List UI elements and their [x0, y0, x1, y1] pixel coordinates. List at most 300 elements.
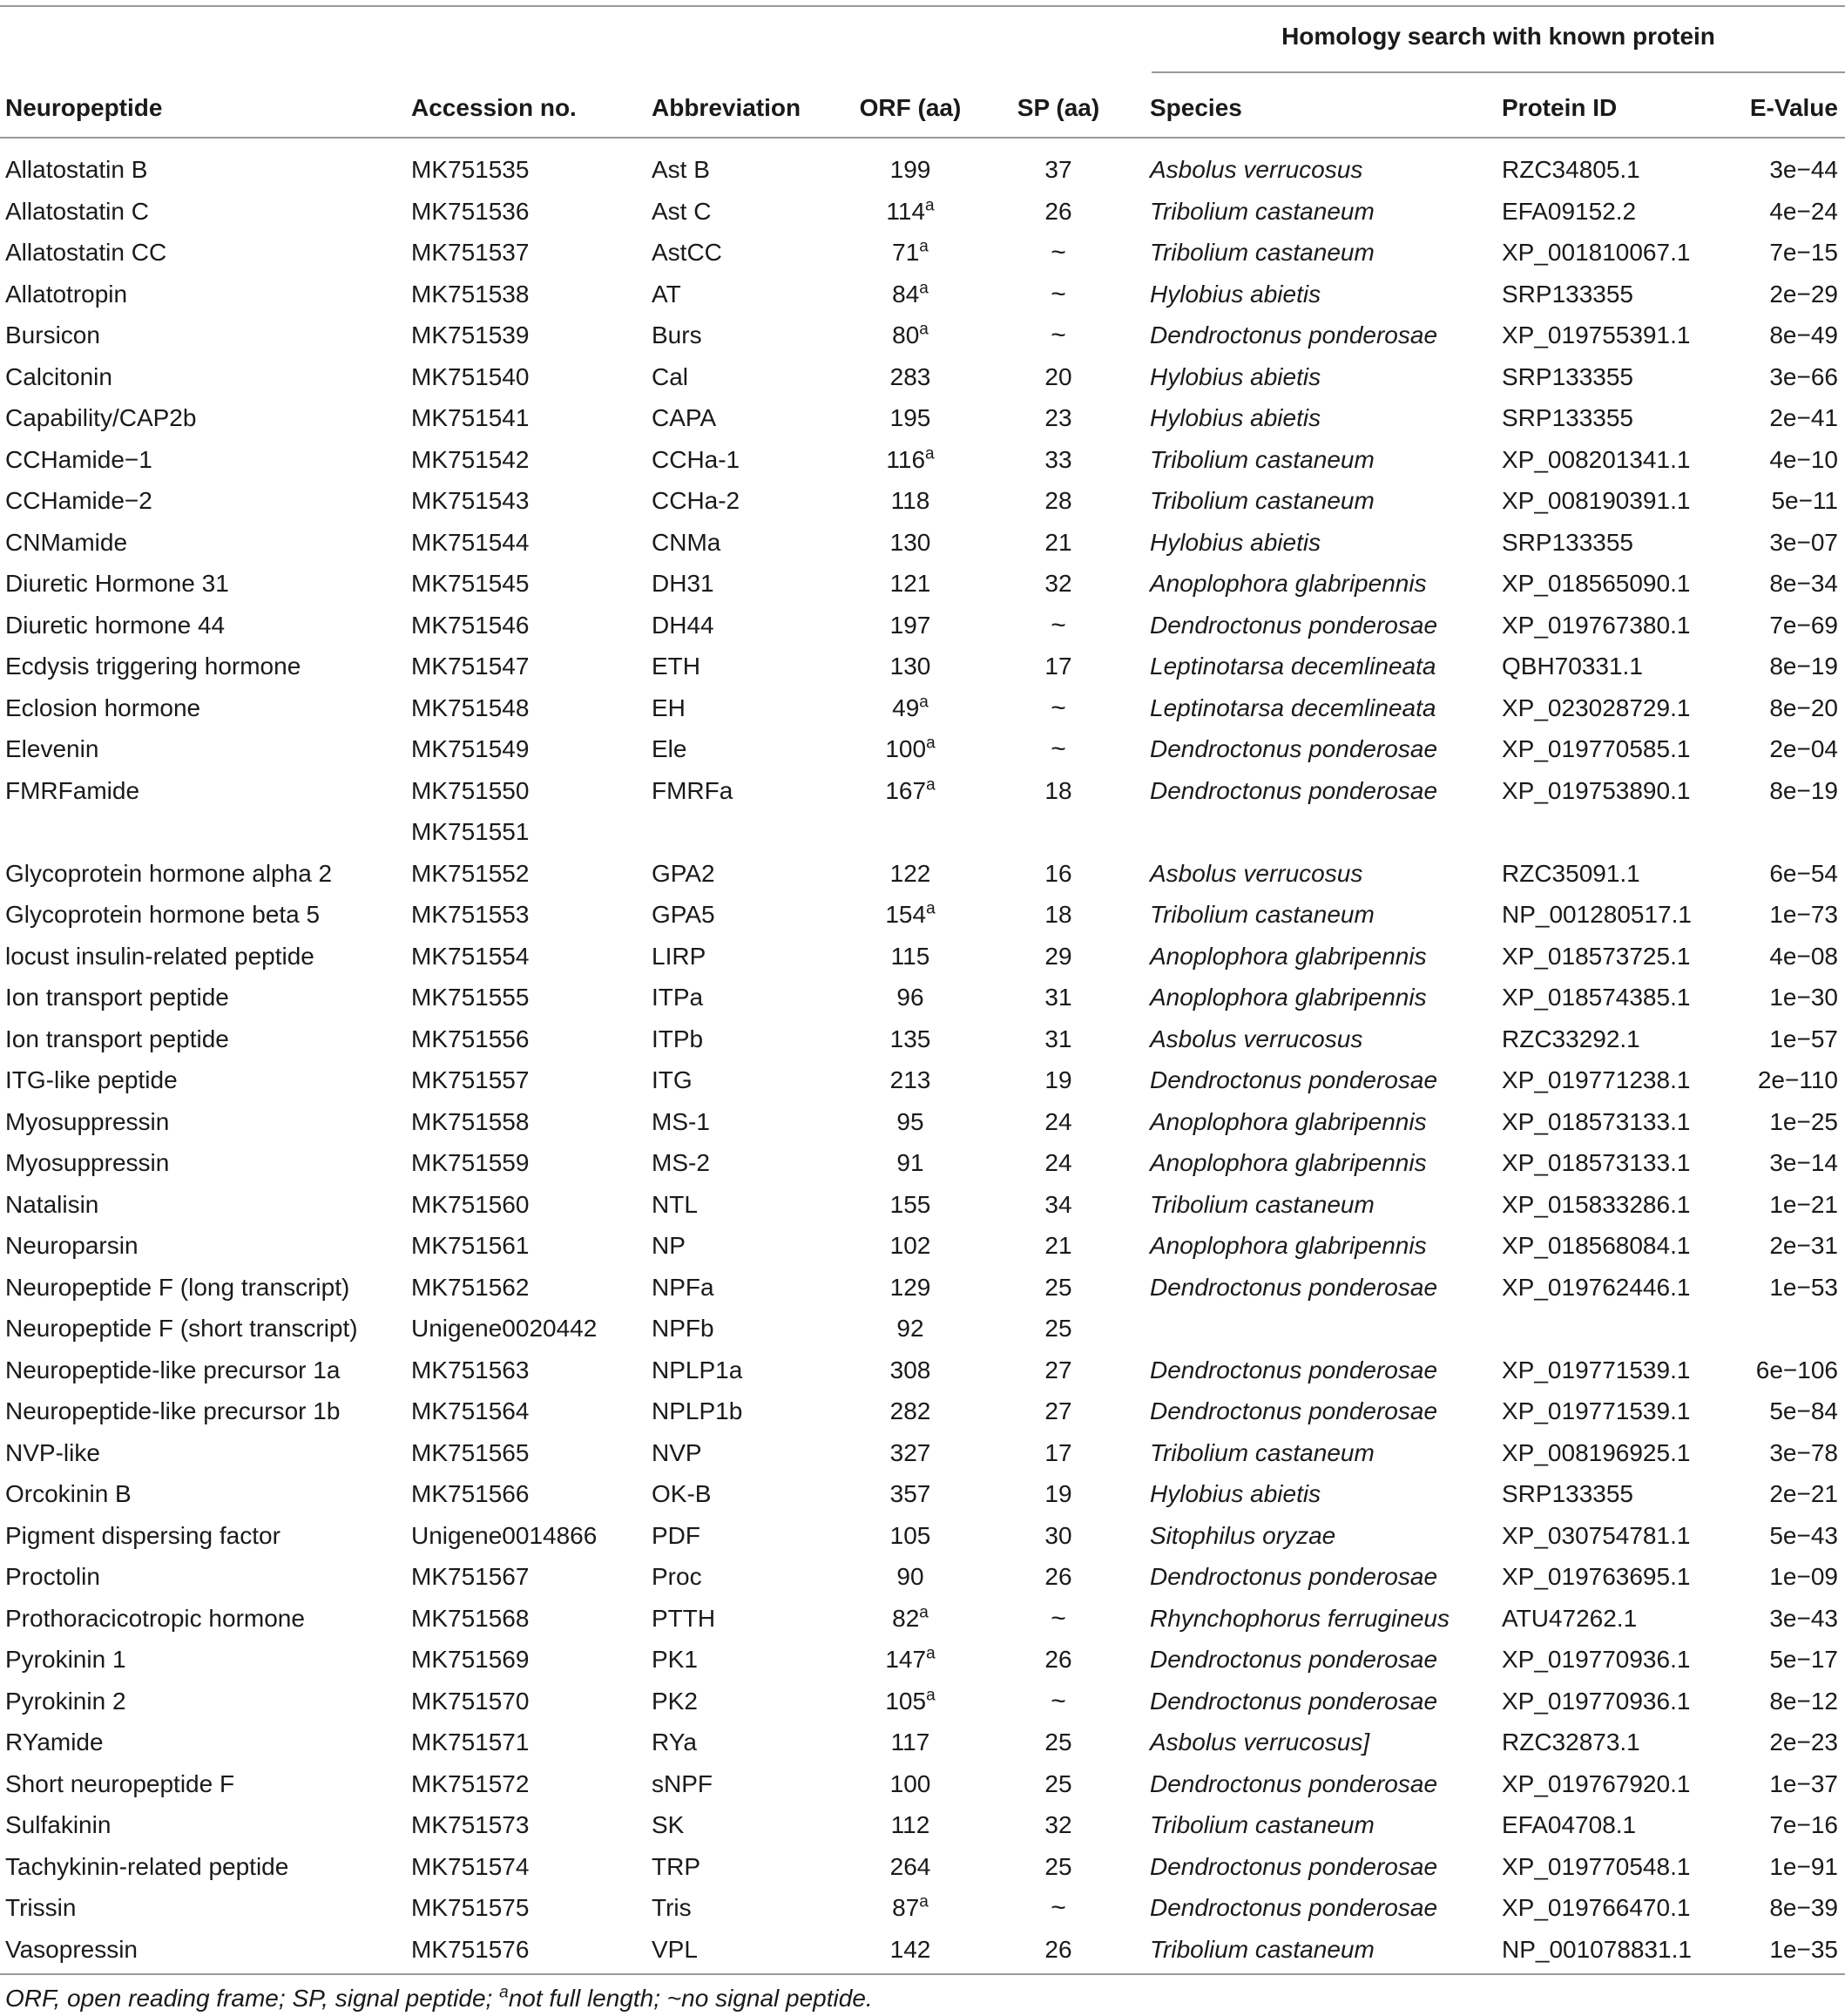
table-row	[0, 1639, 1845, 1681]
cell-accession-value: MK751546	[411, 611, 530, 639]
cell-abbreviation-value: MS-2	[652, 1149, 710, 1176]
cell-abbreviation-value: RYa	[652, 1728, 697, 1756]
cell-sp	[1002, 1598, 1115, 1640]
cell-species	[1150, 1763, 1437, 1805]
cell-accession-value: MK751564	[411, 1397, 530, 1424]
cell-sp	[1002, 605, 1115, 646]
cell-e-value	[1690, 1308, 1838, 1350]
cell-e-value-value: 1e−37	[1769, 1769, 1838, 1797]
cell-orf-value: 122	[889, 859, 931, 887]
cell-e-value-value: 1e−35	[1769, 1935, 1838, 1963]
cell-accession	[411, 1556, 529, 1598]
cell-protein-id	[1502, 1473, 1633, 1515]
cell-accession-value: MK751567	[411, 1563, 530, 1590]
cell-species-value: Dendroctonus ponderosae	[1150, 1273, 1438, 1301]
cell-e-value	[1690, 522, 1838, 564]
cell-accession	[411, 1308, 597, 1350]
table-body	[0, 149, 1845, 1970]
cell-protein-id-value: QBH70331.1	[1502, 653, 1643, 680]
cell-protein-id	[1502, 1390, 1690, 1432]
cell-protein-id-value: XP_019771539.1	[1502, 1397, 1691, 1424]
cell-accession	[411, 1722, 529, 1763]
cell-e-value-value: 8e−19	[1769, 776, 1838, 804]
table-row	[0, 687, 1845, 729]
cell-sp-value: 28	[1044, 487, 1072, 514]
cell-orf	[854, 149, 967, 191]
cell-sp	[1002, 1059, 1115, 1101]
cell-protein-id	[1502, 728, 1690, 770]
cell-accession-value: MK751572	[411, 1769, 530, 1797]
cell-protein-id-value: RZC32873.1	[1502, 1728, 1640, 1756]
cell-protein-id	[1502, 315, 1690, 356]
table-row	[0, 522, 1845, 564]
cell-accession-value: MK751535	[411, 156, 530, 183]
cell-neuropeptide	[5, 397, 196, 439]
cell-accession-value: Unigene0014866	[411, 1521, 598, 1549]
cell-e-value-value: 3e−07	[1769, 528, 1838, 556]
cell-orf	[854, 687, 967, 729]
table-row	[0, 977, 1845, 1018]
table-row	[0, 191, 1845, 233]
cell-orf-value: 90	[896, 1563, 924, 1590]
cell-abbreviation-value: Cal	[652, 362, 689, 390]
cell-abbreviation	[652, 605, 714, 646]
cell-accession-value: MK751537	[411, 239, 530, 266]
cell-sp	[1002, 480, 1115, 522]
cell-orf	[854, 1515, 967, 1557]
cell-e-value-value: 5e−43	[1769, 1521, 1838, 1549]
cell-neuropeptide-value: FMRFamide	[5, 776, 140, 804]
cell-orf-value: 327	[889, 1438, 931, 1466]
cell-species	[1150, 1929, 1375, 1971]
cell-orf	[854, 1142, 967, 1184]
cell-protein-id	[1502, 563, 1690, 605]
table-row	[0, 1184, 1845, 1226]
cell-sp	[1002, 274, 1115, 315]
cell-sp-value: ~	[1051, 610, 1066, 639]
cell-sp	[1002, 1308, 1115, 1350]
cell-neuropeptide-value: Neuropeptide F (short transcript)	[5, 1315, 358, 1342]
cell-protein-id	[1502, 1763, 1690, 1805]
cell-accession-value: MK751561	[411, 1232, 530, 1259]
table-row	[0, 1556, 1845, 1598]
cell-sp-value: 31	[1044, 1025, 1072, 1052]
cell-e-value-value: 7e−16	[1769, 1811, 1838, 1838]
cell-species-value: Dendroctonus ponderosae	[1150, 321, 1438, 348]
cell-abbreviation	[652, 646, 700, 687]
cell-protein-id	[1502, 1225, 1690, 1267]
cell-sp-value: 24	[1044, 1107, 1072, 1135]
cell-protein-id	[1502, 480, 1690, 522]
cell-species	[1150, 1804, 1375, 1846]
cell-abbreviation	[652, 397, 716, 439]
cell-e-value	[1690, 1681, 1838, 1722]
cell-abbreviation	[652, 1308, 714, 1350]
orf-superscript: a	[919, 237, 929, 256]
cell-neuropeptide-value: Allatostatin B	[5, 156, 148, 183]
cell-accession-value: MK751547	[411, 653, 530, 680]
cell-protein-id-value: XP_019763695.1	[1502, 1563, 1691, 1590]
cell-neuropeptide-value: Allatostatin C	[5, 197, 149, 225]
cell-sp-value: 26	[1044, 1563, 1072, 1590]
cell-abbreviation-value: NVP	[652, 1438, 702, 1466]
cell-orf-value: 116	[886, 445, 926, 473]
footnote-text-2: not full length; ~no signal peptide.	[508, 1985, 873, 2012]
cell-protein-id-value: XP_019767920.1	[1502, 1769, 1691, 1797]
cell-e-value	[1690, 977, 1838, 1018]
cell-sp-value: 17	[1044, 653, 1072, 680]
cell-neuropeptide-value: Myosuppressin	[5, 1149, 170, 1176]
cell-e-value	[1690, 439, 1838, 481]
cell-abbreviation	[652, 894, 715, 936]
cell-protein-id	[1502, 1929, 1692, 1971]
cell-abbreviation-value: NPLP1b	[652, 1397, 743, 1424]
cell-e-value	[1690, 646, 1838, 687]
cell-accession	[411, 646, 529, 687]
header-bottom-rule	[0, 137, 1845, 139]
table-row	[0, 1681, 1845, 1722]
cell-orf-value: 357	[889, 1480, 931, 1507]
cell-neuropeptide-value: Trissin	[5, 1894, 77, 1921]
cell-e-value	[1690, 811, 1838, 853]
cell-orf-value: 155	[889, 1190, 931, 1218]
cell-sp-value: 21	[1044, 528, 1072, 556]
cell-e-value	[1690, 728, 1838, 770]
cell-e-value	[1690, 1142, 1838, 1184]
cell-protein-id	[1502, 853, 1640, 895]
cell-species-value: Dendroctonus ponderosae	[1150, 611, 1438, 639]
cell-accession-value: MK751560	[411, 1190, 530, 1218]
cell-abbreviation	[652, 149, 710, 191]
cell-orf	[854, 1804, 967, 1846]
cell-sp	[1002, 1432, 1115, 1474]
cell-e-value	[1690, 1473, 1838, 1515]
cell-e-value	[1690, 1390, 1838, 1432]
group-header-homology: Homology search with known protein	[1281, 23, 1715, 50]
cell-sp	[1002, 1184, 1115, 1226]
cell-abbreviation-value: PK2	[652, 1687, 698, 1715]
cell-sp-value: 27	[1044, 1356, 1072, 1383]
cell-sp	[1002, 1225, 1115, 1267]
cell-abbreviation-value: PTTH	[652, 1604, 716, 1632]
cell-orf	[854, 1556, 967, 1598]
cell-neuropeptide	[5, 1142, 169, 1184]
cell-neuropeptide-value: Sulfakinin	[5, 1811, 112, 1838]
cell-e-value	[1690, 149, 1838, 191]
cell-orf-value: 195	[889, 404, 931, 431]
cell-species	[1150, 1432, 1375, 1474]
cell-accession-value: MK751558	[411, 1107, 530, 1135]
cell-species-value: Tribolium castaneum	[1150, 197, 1375, 225]
cell-protein-id-value: XP_018568084.1	[1502, 1232, 1691, 1259]
cell-orf	[854, 1598, 967, 1640]
cell-neuropeptide	[5, 1887, 76, 1929]
cell-accession-value: MK751552	[411, 859, 530, 887]
cell-abbreviation	[652, 191, 711, 233]
cell-accession-value: MK751559	[411, 1149, 530, 1176]
cell-sp-value: 19	[1044, 1480, 1072, 1507]
cell-accession-value: MK751536	[411, 197, 530, 225]
cell-species	[1150, 1059, 1437, 1101]
orf-superscript: a	[926, 899, 936, 918]
cell-abbreviation	[652, 563, 714, 605]
cell-protein-id	[1502, 1350, 1690, 1391]
cell-orf-value: 167	[885, 776, 927, 804]
cell-neuropeptide-value: Orcokinin B	[5, 1480, 132, 1507]
cell-accession-value: MK751557	[411, 1066, 530, 1093]
cell-orf-value: 115	[890, 942, 930, 970]
cell-protein-id-value: XP_018573725.1	[1502, 942, 1691, 970]
cell-sp	[1002, 894, 1115, 936]
cell-orf	[854, 522, 967, 564]
cell-neuropeptide	[5, 1598, 305, 1640]
cell-species	[1150, 522, 1321, 564]
cell-e-value-value: 8e−20	[1769, 693, 1838, 721]
cell-sp	[1002, 1018, 1115, 1060]
cell-e-value-value: 1e−25	[1769, 1107, 1838, 1135]
cell-e-value-value: 1e−57	[1769, 1025, 1838, 1052]
cell-accession-value: MK751574	[411, 1852, 530, 1880]
cell-abbreviation-value: DH44	[652, 611, 714, 639]
cell-abbreviation-value: OK-B	[652, 1480, 712, 1507]
cell-protein-id	[1502, 1639, 1690, 1681]
cell-accession	[411, 1225, 529, 1267]
cell-neuropeptide	[5, 1390, 340, 1432]
cell-sp-value: 27	[1044, 1397, 1072, 1424]
cell-accession-value: MK751554	[411, 942, 530, 970]
cell-abbreviation-value: GPA2	[652, 859, 715, 887]
cell-neuropeptide-value: Allatostatin CC	[5, 239, 167, 266]
cell-neuropeptide-value: CCHamide−1	[5, 445, 152, 473]
cell-sp	[1002, 1556, 1115, 1598]
cell-orf-value: 197	[889, 611, 931, 639]
cell-abbreviation	[652, 1804, 684, 1846]
cell-orf-value: 80	[892, 321, 920, 348]
cell-neuropeptide-value: Natalisin	[5, 1190, 99, 1218]
cell-sp-value: 25	[1044, 1769, 1072, 1797]
cell-sp-value: 29	[1044, 942, 1072, 970]
cell-sp	[1002, 1722, 1115, 1763]
cell-sp	[1002, 728, 1115, 770]
cell-orf	[854, 1059, 967, 1101]
cell-accession	[411, 397, 529, 439]
cell-neuropeptide-value: NVP-like	[5, 1438, 100, 1466]
cell-sp	[1002, 1101, 1115, 1143]
cell-abbreviation	[652, 1184, 698, 1226]
orf-superscript: a	[926, 1686, 936, 1705]
table-row	[0, 232, 1845, 274]
cell-abbreviation-value: Ast C	[652, 197, 712, 225]
cell-sp	[1002, 1350, 1115, 1391]
cell-e-value	[1690, 894, 1838, 936]
cell-abbreviation	[652, 770, 733, 812]
cell-sp-value: 33	[1044, 445, 1072, 473]
cell-e-value	[1690, 1225, 1838, 1267]
cell-species-value: Asbolus verrucosus	[1150, 156, 1363, 183]
cell-accession-value: MK751550	[411, 776, 530, 804]
cell-abbreviation-value: ITPa	[652, 984, 704, 1011]
cell-accession	[411, 480, 529, 522]
cell-protein-id-value: XP_018565090.1	[1502, 570, 1691, 597]
cell-species-value: Tribolium castaneum	[1150, 487, 1375, 514]
table-row	[0, 1101, 1845, 1143]
cell-species	[1150, 1184, 1375, 1226]
cell-e-value-value: 4e−24	[1769, 197, 1838, 225]
cell-abbreviation-value: NPFb	[652, 1315, 714, 1342]
cell-accession	[411, 1390, 529, 1432]
cell-e-value	[1690, 1929, 1838, 1971]
cell-species-value: Dendroctonus ponderosae	[1150, 1687, 1438, 1715]
cell-abbreviation	[652, 1763, 713, 1805]
cell-abbreviation	[652, 1887, 692, 1929]
cell-abbreviation-value: ITPb	[652, 1025, 704, 1052]
orf-superscript: a	[919, 1603, 929, 1622]
cell-sp	[1002, 1681, 1115, 1722]
cell-protein-id-value: XP_023028729.1	[1502, 693, 1691, 721]
cell-neuropeptide-value: Glycoprotein hormone beta 5	[5, 901, 321, 928]
cell-neuropeptide-value: Prothoracicotropic hormone	[5, 1604, 305, 1632]
cell-orf	[854, 563, 967, 605]
cell-orf-value: 84	[892, 280, 920, 308]
cell-species	[1150, 1018, 1362, 1060]
cell-e-value	[1690, 1101, 1838, 1143]
cell-orf	[854, 191, 967, 233]
cell-e-value-value: 8e−12	[1769, 1687, 1838, 1715]
cell-protein-id	[1502, 1267, 1690, 1309]
cell-sp-value: 30	[1044, 1521, 1072, 1549]
cell-protein-id	[1502, 936, 1690, 978]
cell-abbreviation-value: PDF	[652, 1521, 700, 1549]
cell-sp	[1002, 1887, 1115, 1929]
cell-neuropeptide	[5, 1515, 280, 1557]
cell-orf	[854, 1846, 967, 1888]
cell-accession-value: MK751570	[411, 1687, 530, 1715]
cell-neuropeptide	[5, 1225, 139, 1267]
cell-abbreviation-value: NTL	[652, 1190, 698, 1218]
cell-orf-value: 130	[889, 528, 931, 556]
orf-superscript: a	[919, 279, 929, 298]
orf-superscript: a	[926, 734, 936, 753]
cell-abbreviation	[652, 936, 706, 978]
cell-accession-value: Unigene0020442	[411, 1315, 598, 1342]
cell-neuropeptide	[5, 1350, 340, 1391]
cell-sp	[1002, 1929, 1115, 1971]
cell-neuropeptide-value: Neuropeptide F (long transcript)	[5, 1273, 350, 1301]
cell-neuropeptide	[5, 1267, 349, 1309]
cell-accession	[411, 1350, 529, 1391]
cell-sp-value: 16	[1044, 859, 1072, 887]
cell-neuropeptide	[5, 1184, 98, 1226]
table-row	[0, 1432, 1845, 1474]
cell-protein-id-value: XP_030754781.1	[1502, 1521, 1691, 1549]
cell-e-value	[1690, 770, 1838, 812]
table-row	[0, 894, 1845, 936]
column-header-row	[0, 84, 1845, 132]
cell-neuropeptide-value: Proctolin	[5, 1563, 100, 1590]
cell-orf	[854, 1350, 967, 1391]
cell-protein-id	[1502, 274, 1633, 315]
column-header-abbreviation: Abbreviation	[652, 94, 801, 121]
cell-abbreviation-value: CCHa-1	[652, 445, 740, 473]
cell-species	[1150, 728, 1437, 770]
cell-species	[1150, 1225, 1427, 1267]
table-row	[0, 1722, 1845, 1763]
cell-e-value	[1690, 274, 1838, 315]
cell-protein-id	[1502, 1184, 1690, 1226]
cell-accession-value: MK751549	[411, 735, 530, 762]
cell-sp-value: 18	[1044, 776, 1072, 804]
cell-accession	[411, 1639, 529, 1681]
cell-protein-id-value: XP_018574385.1	[1502, 984, 1691, 1011]
cell-sp-value: ~	[1051, 1893, 1066, 1922]
cell-orf-value: 95	[896, 1107, 924, 1135]
cell-sp	[1002, 1846, 1115, 1888]
cell-neuropeptide	[5, 936, 314, 978]
cell-abbreviation	[652, 274, 681, 315]
cell-neuropeptide-value: Ecdysis triggering hormone	[5, 653, 301, 680]
cell-accession-value: MK751551	[411, 818, 530, 845]
cell-species	[1150, 1142, 1427, 1184]
cell-neuropeptide-value: Calcitonin	[5, 362, 112, 390]
cell-species	[1150, 1722, 1369, 1763]
cell-protein-id-value: XP_015833286.1	[1502, 1190, 1691, 1218]
cell-species-value: Leptinotarsa decemlineata	[1150, 653, 1436, 680]
cell-e-value	[1690, 315, 1838, 356]
cell-orf-value: 105	[885, 1687, 927, 1715]
table-row	[0, 315, 1845, 356]
cell-orf	[854, 1763, 967, 1805]
cell-accession	[411, 1432, 529, 1474]
cell-orf-value: 105	[889, 1521, 931, 1549]
cell-species-value: Dendroctonus ponderosae	[1150, 1563, 1438, 1590]
cell-species	[1150, 894, 1375, 936]
cell-sp	[1002, 232, 1115, 274]
cell-orf-value: 147	[885, 1646, 927, 1673]
cell-orf	[854, 728, 967, 770]
cell-e-value-value: 3e−66	[1769, 362, 1838, 390]
cell-protein-id-value: XP_018573133.1	[1502, 1107, 1691, 1135]
cell-orf	[854, 1225, 967, 1267]
cell-protein-id-value: XP_019771238.1	[1502, 1066, 1691, 1093]
table-footnote	[5, 1981, 873, 2016]
cell-accession-value: MK751544	[411, 528, 530, 556]
cell-abbreviation	[652, 439, 740, 481]
cell-e-value	[1690, 1763, 1838, 1805]
cell-species	[1150, 1101, 1427, 1143]
cell-neuropeptide	[5, 439, 152, 481]
cell-neuropeptide-value: Pigment dispersing factor	[5, 1521, 280, 1549]
cell-accession	[411, 522, 529, 564]
cell-abbreviation	[652, 1059, 693, 1101]
cell-accession-value: MK751555	[411, 984, 530, 1011]
cell-orf	[854, 936, 967, 978]
cell-abbreviation	[652, 1267, 714, 1309]
cell-sp	[1002, 522, 1115, 564]
cell-species	[1150, 605, 1437, 646]
cell-abbreviation-value: CAPA	[652, 404, 717, 431]
table-row	[0, 356, 1845, 398]
column-header-species: Species	[1150, 94, 1242, 121]
cell-species-value: Anoplophora glabripennis	[1150, 1232, 1427, 1259]
cell-orf-value: 87	[892, 1894, 920, 1921]
cell-orf	[854, 1929, 967, 1971]
cell-sp-value: ~	[1051, 1603, 1066, 1633]
cell-species	[1150, 1515, 1335, 1557]
cell-abbreviation	[652, 1018, 703, 1060]
cell-e-value	[1690, 480, 1838, 522]
cell-accession	[411, 977, 529, 1018]
cell-sp-value: 18	[1044, 901, 1072, 928]
